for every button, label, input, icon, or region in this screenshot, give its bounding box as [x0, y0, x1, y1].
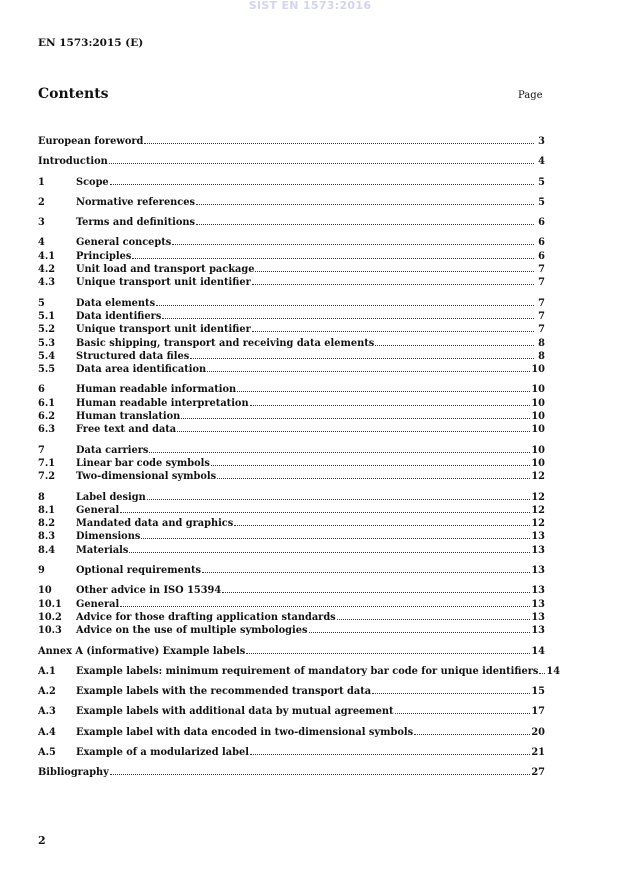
toc-leader-dots: [196, 204, 534, 205]
toc-entry-page: 12: [531, 471, 545, 483]
toc-entry[interactable]: [38, 767, 545, 780]
toc-entry-title: Materials: [76, 544, 129, 556]
toc-entry-page: 10: [531, 397, 545, 409]
toc-entry[interactable]: [38, 492, 545, 505]
toc-entry[interactable]: [38, 136, 545, 149]
toc-entry-number: 8.4: [38, 544, 56, 556]
toc-entry[interactable]: [38, 565, 545, 578]
toc-entry-page: 8: [538, 350, 545, 362]
toc-entry[interactable]: [38, 177, 545, 190]
toc-entry-number: 5.2: [38, 324, 56, 336]
toc-leader-dots: [162, 318, 534, 319]
toc-leader-dots: [217, 478, 530, 479]
toc-entry-number: A.5: [38, 746, 56, 758]
toc-entry[interactable]: [38, 518, 545, 531]
toc-entry-page: 10: [531, 411, 545, 423]
toc-leader-dots: [110, 184, 534, 185]
toc-entry-title: Unit load and transport package: [76, 264, 255, 276]
toc-entry-number: 7: [38, 444, 45, 456]
toc-entry-number: 10.3: [38, 625, 62, 637]
toc-entry-number: 4.2: [38, 264, 56, 276]
toc-entry-page: 13: [531, 565, 545, 577]
toc-entry[interactable]: [38, 727, 545, 740]
toc-leader-dots: [109, 163, 534, 164]
toc-entry-number: 10.2: [38, 611, 62, 623]
toc-entry[interactable]: [38, 706, 545, 719]
toc-leader-dots: [375, 345, 534, 346]
toc-entry-number: 10.1: [38, 598, 62, 610]
toc-entry-number: 4.1: [38, 250, 56, 262]
toc-leader-dots: [147, 499, 531, 500]
toc-leader-dots: [120, 512, 530, 513]
toc-leader-dots: [141, 538, 530, 539]
toc-leader-dots: [211, 465, 531, 466]
toc-entry-number: A.2: [38, 686, 56, 698]
toc-entry[interactable]: [38, 646, 545, 659]
toc-entry-title: Principles: [76, 250, 132, 262]
toc-entry-page: 6: [538, 217, 545, 229]
toc-entry-number: 1: [38, 176, 45, 188]
table-of-contents: [38, 136, 561, 781]
toc-entry[interactable]: [38, 612, 545, 625]
page-number: 2: [38, 834, 46, 847]
toc-entry-number: 6: [38, 384, 45, 396]
page-title: Contents: [38, 86, 109, 102]
toc-entry-number: 5: [38, 297, 45, 309]
toc-entry-page: 6: [538, 237, 545, 249]
toc-entry[interactable]: [38, 237, 545, 250]
toc-entry-number: 8.3: [38, 531, 56, 543]
toc-entry-page: 7: [538, 310, 545, 322]
toc-entry[interactable]: [38, 311, 545, 324]
toc-entry-title: Data area identification: [76, 364, 207, 376]
toc-entry[interactable]: [38, 747, 545, 760]
toc-entry[interactable]: [38, 599, 545, 612]
toc-entry-page: 13: [531, 585, 545, 597]
toc-leader-dots: [309, 632, 531, 633]
toc-entry-page: 13: [531, 531, 545, 543]
document-id: EN 1573:2015 (E): [38, 37, 144, 49]
toc-leader-dots: [190, 358, 534, 359]
toc-entry-page: 4: [538, 156, 545, 168]
toc-entry[interactable]: [38, 156, 545, 169]
toc-entry-number: 6.2: [38, 411, 56, 423]
toc-entry[interactable]: [38, 531, 545, 544]
toc-entry-title: Structured data files: [76, 350, 190, 362]
toc-leader-dots: [372, 693, 530, 694]
toc-entry-number: 4: [38, 237, 45, 249]
toc-leader-dots: [246, 653, 530, 654]
watermark: SIST EN 1573:2016: [248, 0, 372, 12]
toc-entry[interactable]: [38, 351, 545, 364]
toc-entry-number: A.3: [38, 706, 56, 718]
toc-leader-dots: [250, 754, 530, 755]
toc-entry-title: Label design: [76, 491, 146, 503]
toc-entry-page: 6: [538, 250, 545, 262]
toc-entry[interactable]: [38, 505, 545, 518]
toc-leader-dots: [120, 606, 530, 607]
toc-leader-dots: [207, 371, 530, 372]
toc-entry-number: 9: [38, 565, 45, 577]
toc-entry[interactable]: [38, 411, 545, 424]
toc-leader-dots: [177, 431, 530, 432]
toc-entry[interactable]: [38, 445, 545, 458]
toc-entry-page: 20: [531, 726, 545, 738]
toc-entry[interactable]: [38, 338, 545, 351]
toc-leader-dots: [234, 525, 530, 526]
toc-entry-title: Other advice in ISO 15394: [76, 585, 222, 597]
toc-entry[interactable]: [38, 398, 545, 411]
toc-entry[interactable]: [38, 625, 545, 638]
toc-leader-dots: [252, 331, 534, 332]
toc-entry[interactable]: [38, 585, 545, 598]
toc-leader-dots: [181, 418, 530, 419]
toc-entry-page: 8: [538, 337, 545, 349]
toc-entry-page: 12: [531, 504, 545, 516]
toc-entry-title: Data elements: [76, 297, 156, 309]
toc-entry-page: 21: [531, 746, 545, 758]
toc-entry[interactable]: [38, 264, 545, 277]
toc-entry-page: 10: [531, 384, 545, 396]
toc-entry-title: Human readable information: [76, 384, 237, 396]
toc-entry[interactable]: [38, 298, 545, 311]
toc-entry-number: 7.2: [38, 471, 56, 483]
toc-entry[interactable]: [38, 458, 545, 471]
toc-entry-title: Human readable interpretation: [76, 397, 249, 409]
toc-entry[interactable]: [38, 471, 545, 484]
toc-entry-page: 10: [531, 424, 545, 436]
toc-entry-number: 8: [38, 491, 45, 503]
toc-leader-dots: [149, 452, 530, 453]
toc-leader-dots: [539, 673, 545, 674]
toc-leader-dots: [202, 572, 530, 573]
toc-entry-title: Introduction: [38, 156, 108, 168]
toc-entry[interactable]: [38, 665, 561, 679]
toc-entry[interactable]: [38, 364, 545, 377]
toc-entry-title: Bibliography: [38, 767, 109, 779]
toc-entry-title: Human translation: [76, 411, 181, 423]
toc-entry-title: Basic shipping, transport and receiving data elements: [76, 337, 375, 349]
toc-entry-title: Data carriers: [76, 444, 149, 456]
toc-entry[interactable]: [38, 277, 545, 290]
toc-entry-number: 5.3: [38, 337, 56, 349]
toc-entry-page: 5: [538, 176, 545, 188]
toc-entry-page: 15: [531, 686, 545, 698]
toc-entry-title: Terms and definitions: [76, 217, 196, 229]
toc-entry-page: 7: [538, 297, 545, 309]
toc-leader-dots: [144, 143, 534, 144]
toc-entry-title: Two-dimensional symbols: [76, 471, 217, 483]
toc-entry-title: General: [76, 504, 120, 516]
toc-leader-dots: [132, 258, 534, 259]
toc-entry-title: Example label with data encoded in two-dimensional symbols: [76, 726, 414, 738]
toc-entry-page: 10: [531, 364, 545, 376]
toc-entry-title: Example of a modularized label: [76, 746, 249, 758]
toc-entry-number: 8.1: [38, 504, 56, 516]
toc-entry[interactable]: [38, 217, 545, 230]
toc-entry-page: 17: [531, 706, 545, 718]
toc-entry-page: 3: [538, 136, 545, 147]
toc-entry-number: 2: [38, 196, 45, 208]
toc-entry-title: General concepts: [76, 237, 172, 249]
toc-entry-number: 5.1: [38, 310, 56, 322]
toc-leader-dots: [129, 552, 530, 553]
toc-entry-title: Advice on the use of multiple symbologies: [76, 625, 308, 637]
toc-entry-page: 7: [538, 264, 545, 276]
toc-entry[interactable]: [38, 324, 545, 337]
toc-leader-dots: [250, 405, 531, 406]
toc-entry-title: Advice for those drafting application standards: [76, 611, 336, 623]
toc-leader-dots: [237, 391, 530, 392]
toc-leader-dots: [255, 271, 534, 272]
toc-leader-dots: [110, 774, 531, 775]
toc-entry[interactable]: [38, 197, 545, 210]
toc-entry-page: 27: [531, 767, 545, 779]
toc-leader-dots: [414, 734, 530, 735]
toc-entry-number: A.4: [38, 726, 56, 738]
toc-entry-page: 14: [546, 665, 561, 677]
toc-entry-page: 7: [538, 324, 545, 336]
toc-entry-page: 10: [531, 444, 545, 456]
toc-entry-title: Free text and data: [76, 424, 177, 436]
toc-entry-page: 13: [531, 625, 545, 637]
toc-entry-title: General: [76, 598, 120, 610]
toc-entry-page: 7: [538, 277, 545, 289]
toc-entry-title: Linear bar code symbols: [76, 457, 210, 469]
toc-entry-title: Example labels with additional data by mutual agreement: [76, 706, 394, 718]
toc-entry-page: 13: [531, 611, 545, 623]
toc-entry[interactable]: [38, 384, 545, 397]
toc-entry-number: 5.5: [38, 364, 56, 376]
toc-entry-page: 13: [531, 598, 545, 610]
toc-leader-dots: [156, 305, 534, 306]
toc-entry-number: A.1: [38, 665, 56, 677]
toc-entry-title: European foreword: [38, 136, 144, 147]
toc-entry-page: 12: [531, 518, 545, 530]
toc-entry-number: 5.4: [38, 350, 56, 362]
toc-leader-dots: [222, 592, 530, 593]
toc-leader-dots: [337, 619, 531, 620]
toc-entry-title: Scope: [76, 176, 109, 188]
toc-entry-page: 5: [538, 196, 545, 208]
toc-entry-number: 6.3: [38, 424, 56, 436]
toc-entry-number: 10: [38, 585, 52, 597]
toc-entry[interactable]: [38, 545, 545, 558]
toc-entry-number: 8.2: [38, 518, 56, 530]
toc-entry-title: Dimensions: [76, 531, 141, 543]
toc-entry-title: Unique transport unit identifier: [76, 324, 251, 336]
toc-entry-title: Annex A (informative) Example labels: [38, 645, 246, 657]
toc-leader-dots: [196, 224, 534, 225]
toc-entry[interactable]: [38, 424, 545, 437]
toc-leader-dots: [172, 244, 534, 245]
toc-entry[interactable]: [38, 686, 545, 699]
toc-entry-page: 12: [531, 491, 545, 503]
toc-entry-page: 14: [531, 645, 545, 657]
toc-entry-number: 6.1: [38, 397, 56, 409]
toc-entry[interactable]: [38, 251, 545, 264]
toc-entry-title: Example labels with the recommended transport data: [76, 686, 372, 698]
toc-entry-title: Optional requirements: [76, 565, 202, 577]
toc-leader-dots: [395, 713, 531, 714]
toc-entry-number: 3: [38, 217, 45, 229]
toc-leader-dots: [252, 284, 534, 285]
toc-entry-title: Example labels: minimum requirement of mandatory bar code for unique identifiers: [76, 665, 539, 677]
toc-entry-title: Data identifiers: [76, 310, 162, 322]
toc-entry-page: 10: [531, 457, 545, 469]
toc-entry-number: 7.1: [38, 457, 56, 469]
toc-entry-title: Mandated data and graphics: [76, 518, 234, 530]
toc-entry-page: 13: [531, 544, 545, 556]
toc-entry-title: Unique transport unit identifier: [76, 277, 251, 289]
toc-entry-number: 4.3: [38, 277, 56, 289]
toc-entry-title: Normative references: [76, 196, 196, 208]
page-column-label: Page: [518, 90, 543, 101]
